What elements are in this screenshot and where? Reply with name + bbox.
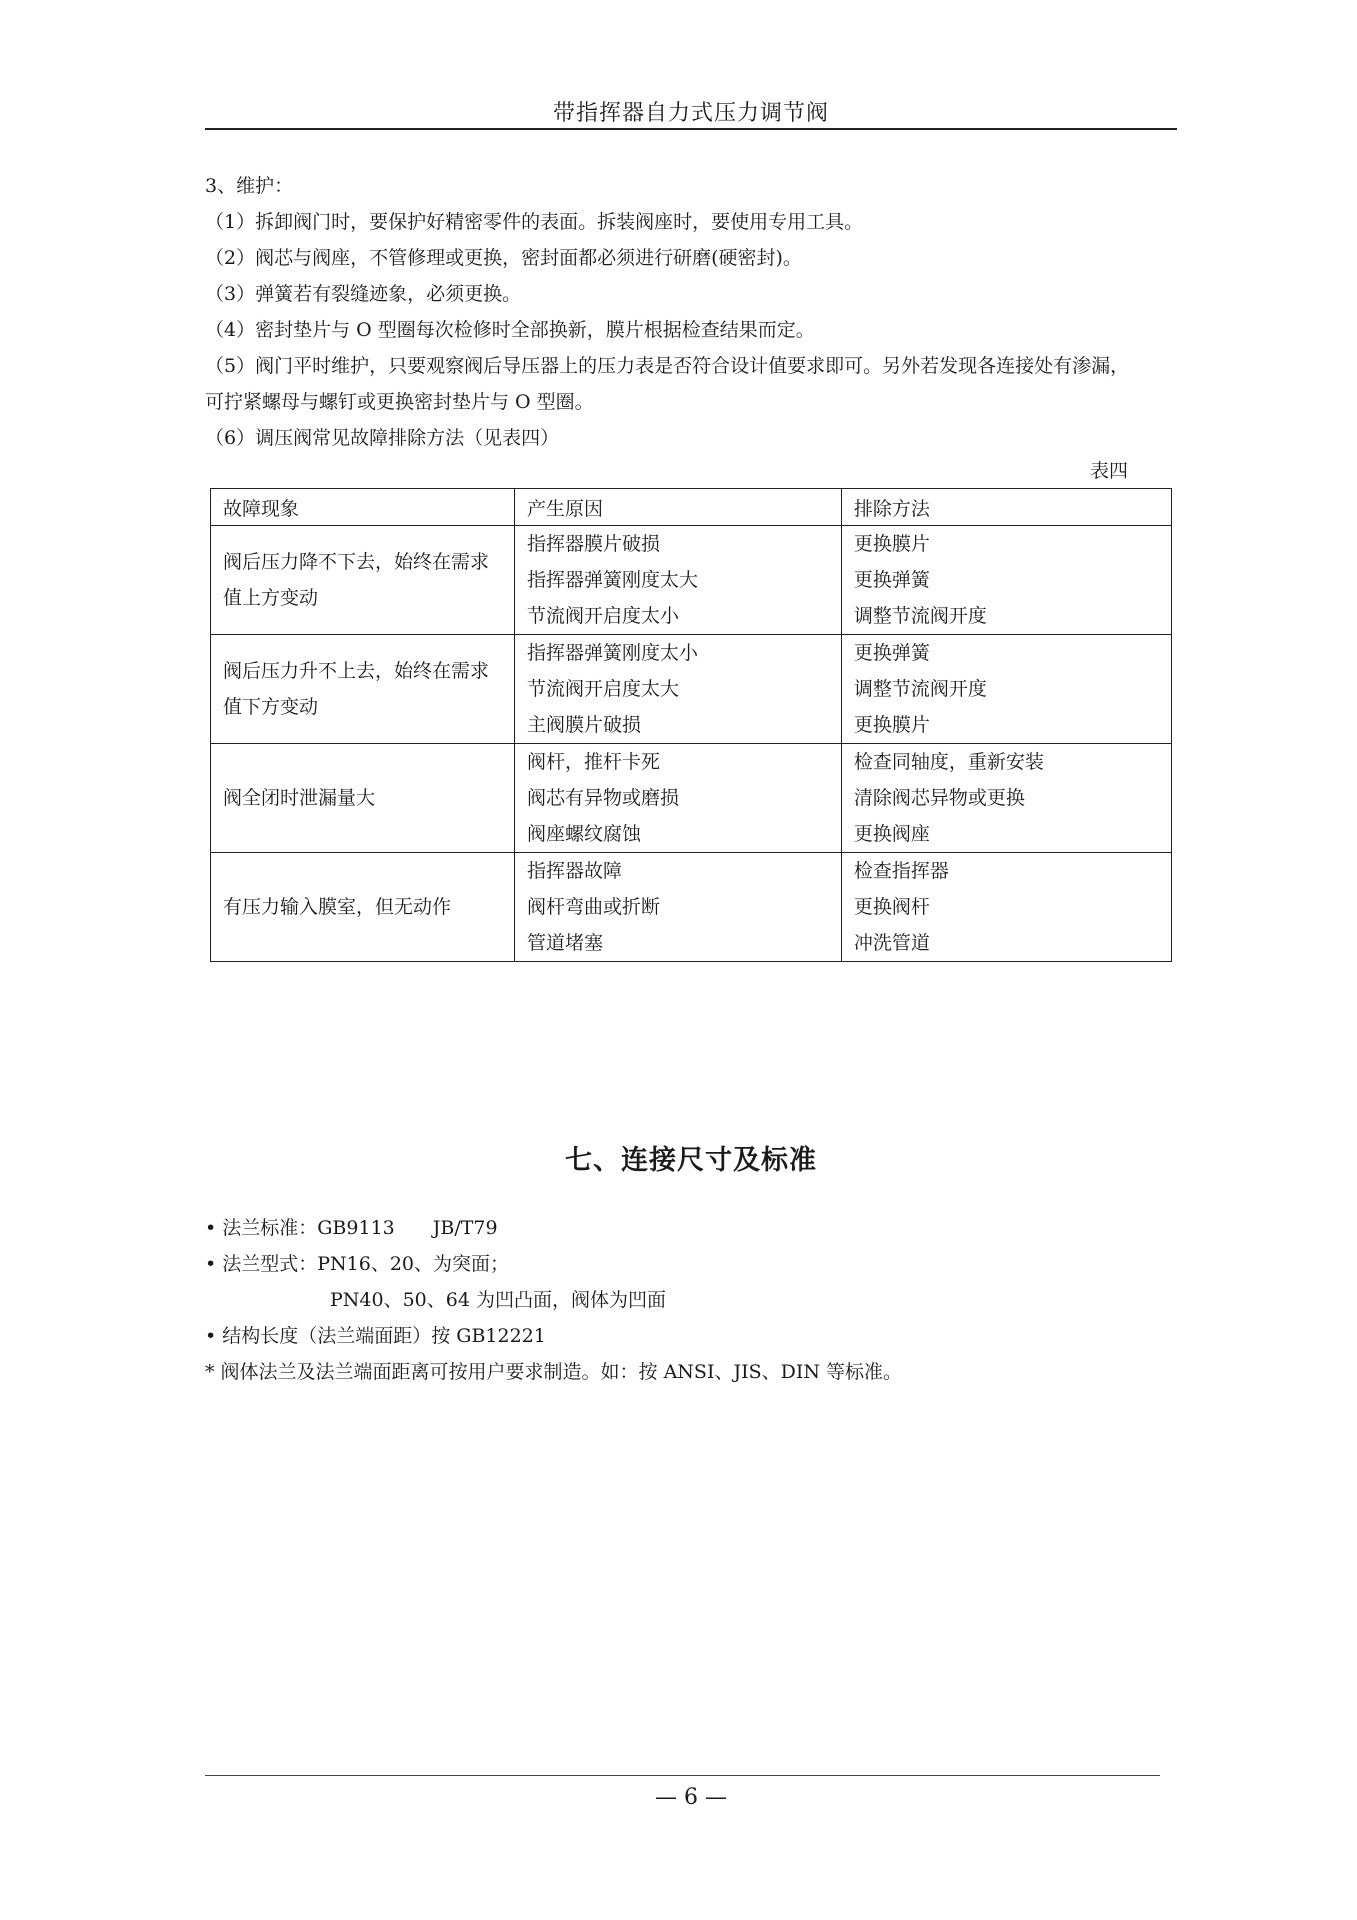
phenomenon-cell: 阀后压力升不上去，始终在需求值下方变动	[211, 635, 515, 744]
page-header-title: 带指挥器自力式压力调节阀	[552, 101, 829, 126]
phenomenon-cell: 阀后压力降不下去，始终在需求值上方变动	[211, 526, 515, 635]
standard-line: • 结构长度（法兰端面距）按 GB12221	[205, 1325, 546, 1347]
table-label: 表四	[1090, 460, 1129, 482]
remedy-line: 更换弹簧	[853, 569, 930, 591]
maintenance-heading: 3、维护：	[205, 175, 294, 197]
fault-table	[210, 488, 1172, 962]
table-header-row	[211, 489, 1172, 526]
standard-note: * 阀体法兰及法兰端面距离可按用户要求制造。如：按 ANSI、JIS、DIN 等标准。	[205, 1361, 902, 1383]
remedy-cell	[841, 853, 1171, 962]
cause-cell	[514, 526, 841, 635]
cause-cell	[514, 744, 841, 853]
footer-rule	[205, 1775, 1160, 1776]
remedy-line: 调整节流阀开度	[853, 605, 987, 627]
page-number: — 6 —	[655, 1785, 727, 1810]
maintenance-item: （3）弹簧若有裂缝迹象，必须更换。	[205, 283, 522, 305]
remedy-line: 检查指挥器	[853, 860, 949, 882]
table-row	[211, 526, 1172, 635]
phenomenon-cell: 阀全闭时泄漏量大	[211, 744, 515, 853]
remedy-line: 更换膜片	[853, 533, 930, 555]
cause-line: 指挥器弹簧刚度太小	[526, 642, 698, 664]
maintenance-item: （2）阀芯与阀座，不管修理或更换，密封面都必须进行研磨(硬密封)。	[205, 247, 802, 269]
phenomenon-cell: 有压力输入膜室，但无动作	[211, 853, 515, 962]
section-title: 七、连接尺寸及标准	[565, 1145, 817, 1176]
table-row	[211, 744, 1172, 853]
header-cause: 产生原因	[514, 489, 841, 526]
cause-line: 节流阀开启度太大	[526, 678, 679, 700]
remedy-line: 更换弹簧	[853, 642, 930, 664]
cause-line: 阀杆，推杆卡死	[526, 751, 660, 773]
cause-cell	[514, 635, 841, 744]
header-rule	[205, 128, 1177, 130]
cause-line: 节流阀开启度太小	[526, 605, 679, 627]
table-row	[211, 853, 1172, 962]
cause-line: 阀座螺纹腐蚀	[526, 823, 641, 845]
remedy-line: 更换阀杆	[853, 896, 930, 918]
cause-line: 管道堵塞	[526, 932, 603, 954]
maintenance-item: （1）拆卸阀门时，要保护好精密零件的表面。拆装阀座时，要使用专用工具。	[205, 211, 864, 233]
remedy-line: 更换膜片	[853, 714, 930, 736]
cause-line: 阀芯有异物或磨损	[526, 787, 679, 809]
maintenance-item: （6）调压阀常见故障排除方法（见表四）	[205, 427, 560, 449]
maintenance-section	[205, 168, 1177, 456]
remedy-line: 调整节流阀开度	[853, 678, 987, 700]
remedy-cell	[841, 744, 1171, 853]
header-remedy: 排除方法	[841, 489, 1171, 526]
cause-line: 指挥器膜片破损	[526, 533, 660, 555]
cause-cell	[514, 853, 841, 962]
maintenance-item: 可拧紧螺母与螺钉或更换密封垫片与 O 型圈。	[205, 391, 594, 413]
remedy-cell	[841, 526, 1171, 635]
maintenance-item: （5）阀门平时维护，只要观察阀后导压器上的压力表是否符合设计值要求即可。另外若发现各连接处有渗漏，	[205, 355, 1130, 377]
standard-line: PN40、50、64 为凹凸面，阀体为凹面	[330, 1289, 666, 1311]
remedy-cell	[841, 635, 1171, 744]
cause-line: 指挥器故障	[526, 860, 622, 882]
maintenance-item: （4）密封垫片与 O 型圈每次检修时全部换新，膜片根据检查结果而定。	[205, 319, 815, 341]
remedy-line: 检查同轴度，重新安装	[853, 751, 1044, 773]
standards-section	[205, 1210, 1177, 1390]
remedy-line: 清除阀芯异物或更换	[853, 787, 1025, 809]
cause-line: 主阀膜片破损	[526, 714, 641, 736]
standard-line: • 法兰型式：PN16、20、为突面；	[205, 1253, 510, 1275]
header-phenomenon: 故障现象	[211, 489, 515, 526]
standard-line: • 法兰标准：GB9113 JB/T79	[205, 1217, 498, 1239]
cause-line: 指挥器弹簧刚度太大	[526, 569, 698, 591]
cause-line: 阀杆弯曲或折断	[526, 896, 660, 918]
remedy-line: 冲洗管道	[853, 932, 930, 954]
table-row	[211, 635, 1172, 744]
remedy-line: 更换阀座	[853, 823, 930, 845]
